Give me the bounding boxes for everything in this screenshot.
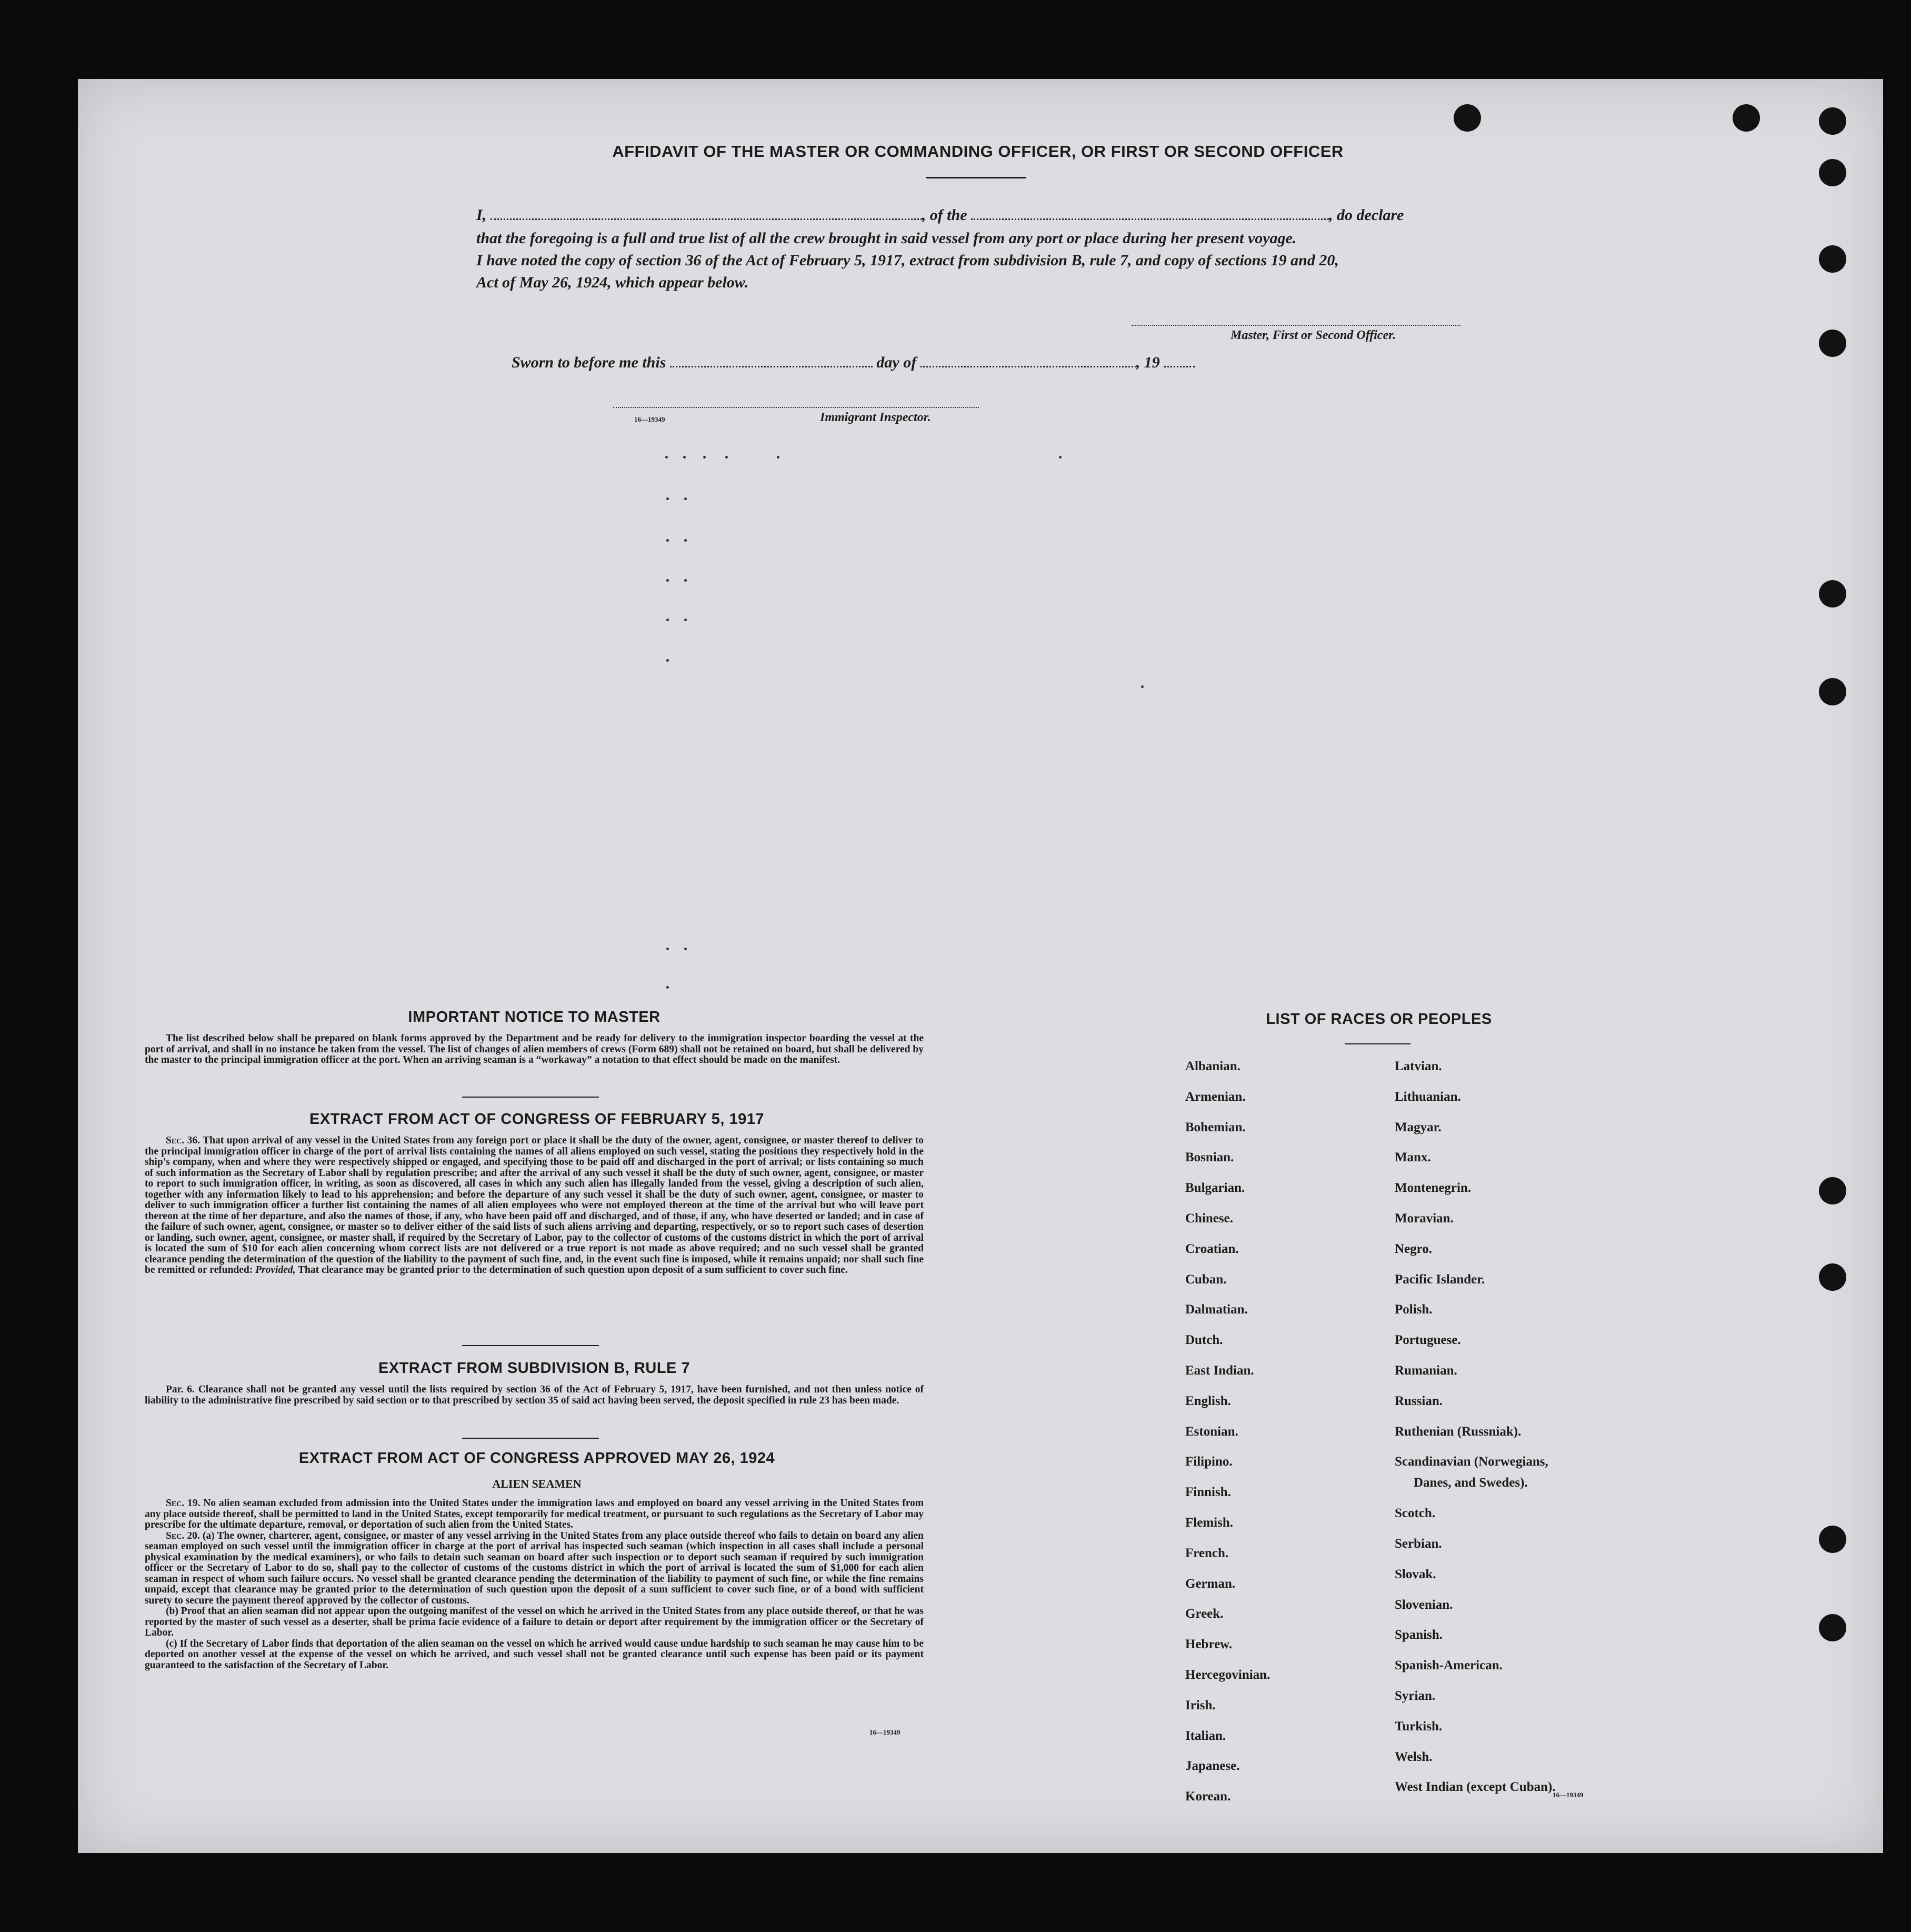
do-declare-label: , do declare <box>1329 206 1404 224</box>
race-item: East Indian. <box>1185 1363 1254 1378</box>
extract-1924-text: Sec. 19. No alien seaman excluded from admission into the United States under the immigration laws and employed on board any vessel arriving in the United States from any place outside thereof, shall be permitted to land in the United States, except temporarily for medical treatment, or pursuant to such regulations as the Secretary of Labor may prescribe for the ultimate departure, removal, or deportation of such alien from the United States. Sec. 20. (a) The owner, charterer, agent, consignee, or master of any vessel arriving in the United States from any place outside thereof who fails to detain on board any alien seaman employed on such vessel until the immigration officer in charge at the port of arrival has inspected such seaman (which inspection in all cases shall include a personal physical examination by the medical examiners), or who fails to detain such seaman on board after such inspection or to deport such seaman if required by such immigration officer or the Secretary of Labor to do so, shall pay to the collector of customs of the customs district in which the port of arrival is located the sum of $1,000 for each alien seaman in respect of whom such failure occurs. No vessel shall be granted clearance pending the determination of the liability to payment of such fine, or while the fine remains unpaid, except that clearance may be granted prior to the determination of such question upon the deposit of a sum sufficient to cover such fine, or of a bond with sufficient surety to secure the payment thereof approved by the collector of customs. (b) Proof that an alien seaman did not appear upon the outgoing manifest of the vessel on which he arrived in the United States from any place outside thereof, or that he was reported by the master of such vessel as a deserter, shall be prima facie evidence of a failure to detain or deport after requirement by the immigration officer or the Secretary of Labor. (c) If the Secretary of Labor finds that deportation of the alien seaman on the vessel on which he arrived would cause undue hardship to such seaman he may cause him to be deported on another vessel at the expense of the vessel on which he arrived, and such vessel shall not be granted clearance until such expense has been paid or its payment guaranteed to the satisfaction of the Secretary of Labor. <box>145 1498 924 1671</box>
race-item: Japanese. <box>1185 1759 1240 1774</box>
race-item: Montenegrin. <box>1395 1181 1472 1196</box>
race-item: Bosnian. <box>1185 1150 1234 1165</box>
binder-hole <box>1819 245 1846 273</box>
race-item: Bohemian. <box>1185 1120 1246 1134</box>
race-item: Slovenian. <box>1395 1597 1453 1612</box>
binder-hole <box>1819 1526 1846 1553</box>
race-item: Bulgarian. <box>1185 1181 1245 1196</box>
binder-hole <box>1819 159 1846 186</box>
race-item: Welsh. <box>1395 1749 1433 1764</box>
binder-hole <box>1819 580 1846 608</box>
extract-1924-heading: EXTRACT FROM ACT OF CONGRESS APPROVED MAY 26, 1924 <box>298 1450 775 1467</box>
race-item: Albanian. <box>1185 1059 1240 1073</box>
races-heading: LIST OF RACES OR PEOPLES <box>1266 1011 1492 1028</box>
race-item: Greek. <box>1185 1607 1224 1621</box>
declaration-line-2: that the foregoing is a full and true list of all the crew brought in said vessel from any port or place during her present voyage. <box>476 230 1297 247</box>
declarant-prefix: I, <box>476 206 487 224</box>
race-item: Hebrew. <box>1185 1637 1233 1652</box>
race-item: Armenian. <box>1185 1089 1246 1104</box>
race-item: Moravian. <box>1395 1211 1454 1226</box>
divider <box>462 1438 599 1439</box>
race-item: Ruthenian (Russniak). <box>1395 1424 1522 1439</box>
race-item: Flemish. <box>1185 1515 1233 1530</box>
race-item: Serbian. <box>1395 1536 1442 1551</box>
vessel-name-field[interactable] <box>971 216 1329 220</box>
inspector-signature-line[interactable] <box>613 407 979 409</box>
race-item: German. <box>1185 1576 1236 1591</box>
binder-hole <box>1819 678 1846 705</box>
race-item: Slovak. <box>1395 1567 1436 1581</box>
extract-rule7-text: Par. 6. Clearance shall not be granted any vessel until the lists required by section 36 of the Act of February 5, 1917, have been furnished, and not then unless notice of liability to the administrative fine prescribed by said section or to that prescribed by section 35 of said act having been served, the deposit specified in rule 23 has been made. <box>145 1384 924 1406</box>
of-the-label: , of the <box>922 206 967 224</box>
sworn-label: Sworn to before me this <box>512 354 666 371</box>
race-item: Latvian. <box>1395 1059 1442 1073</box>
extract-rule7-heading: EXTRACT FROM SUBDIVISION B, RULE 7 <box>378 1360 691 1377</box>
race-item: Negro. <box>1395 1241 1433 1256</box>
race-item: Chinese. <box>1185 1211 1233 1226</box>
race-item: Polish. <box>1395 1302 1433 1317</box>
divider <box>462 1345 599 1346</box>
race-item: Magyar. <box>1395 1120 1442 1134</box>
race-item: Pacific Islander. <box>1395 1272 1485 1287</box>
declaration-line-3: I have noted the copy of section 36 of the Act of February 5, 1917, extract from subdivision B, rule 7, and copy of sections 19 and 20, <box>476 252 1339 269</box>
race-item: Korean. <box>1185 1789 1231 1804</box>
races-column-1 <box>1185 1059 1270 1820</box>
race-item: Spanish. <box>1395 1628 1443 1642</box>
binder-hole <box>1819 107 1846 135</box>
race-item: Filipino. <box>1185 1455 1233 1469</box>
declaration-line-1 <box>476 204 1482 226</box>
race-item: Danes, and Swedes). <box>1414 1476 1528 1490</box>
race-item: Turkish. <box>1395 1719 1443 1734</box>
race-item: Syrian. <box>1395 1688 1436 1703</box>
notice-text: The list described below shall be prepared on blank forms approved by the Department and be ready for delivery to the immigration inspector boarding the vessel at the port of arrival, and shall in no instance be taken from the vessel. The list of changes of alien members of crews (Form 689) shall not be retained on board, but shall be delivered by the master to the principal immigration officer at the port. When an arriving seaman is a “workaway” a notation to that effect should be made on the manifest. <box>145 1033 924 1065</box>
race-item: Rumanian. <box>1395 1363 1457 1378</box>
divider <box>462 1097 599 1098</box>
form-number-bottom: 16—19349 <box>869 1728 901 1736</box>
binder-hole <box>1454 104 1481 132</box>
title-underline <box>926 177 1026 178</box>
race-item: Croatian. <box>1185 1241 1239 1256</box>
binder-hole <box>1819 1177 1846 1204</box>
races-form-number: 16—19349 <box>1553 1791 1584 1799</box>
binder-hole <box>1819 1263 1846 1291</box>
extract-1917-text: Sec. 36. That upon arrival of any vessel in the United States from any foreign port or place it shall be the duty of the owner, agent, consignee, or master thereof to deliver to the principal immigration officer in charge of the port of arrival lists containing the names of all aliens employed on such vessel, stating the positions they respectively hold in the ship's company, when and where they were respectively shipped or engaged, and specifying those to be paid off and discharged in the port of arrival; or lists containing so much of such information as the Secretary of Labor shall by regulation prescribe; and after the arrival of any such vessel it shall be the duty of such owner, agent, consignee, or master to report to such immigration officer, in writing, as soon as discovered, all cases in which any such alien has illegally landed from the vessel, giving a description of such alien, together with any information likely to lead to his apprehension; and before the departure of any such vessel it shall be the duty of such owner, agent, consignee, or master to deliver to such immigration officer a further list containing the names of all alien employees who were not employed thereon at the time of the arrival but who will leave port thereon at the time of her departure, and also the names of those, if any, who have been paid off and discharged, and of those, if any, who have deserted or landed; and in case of the failure of such owner, agent, consignee, or master so to deliver either of the said lists of such aliens arriving and departing, respectively, or so to report such cases of desertion or landing, such owner, agent, consignee, or master shall, if required by the Secretary of Labor, pay to the collector of customs of the customs district in which the port of arrival is located the sum of $10 for each alien concerning whom correct lists are not delivered or a true report is not made as above required; and no such vessel shall be granted clearance pending the determination of the question of the liability to the payment of such fine, and, in the event such fine is imposed, while it remains unpaid; nor shall such fine be remitted or refunded: Provided, That clearance may be granted prior to the determination of such question upon deposit of a sum sufficient to cover such fine. <box>145 1135 924 1276</box>
affidavit-title: AFFIDAVIT OF THE MASTER OR COMMANDING OFFICER, OR FIRST OR SECOND OFFICER <box>612 142 1344 161</box>
inspector-label: Immigrant Inspector. <box>820 411 931 424</box>
race-item: English. <box>1185 1393 1231 1408</box>
binder-hole <box>1819 330 1846 357</box>
race-item: Italian. <box>1185 1728 1226 1743</box>
binder-hole <box>1819 1614 1846 1641</box>
race-item: Lithuanian. <box>1395 1089 1461 1104</box>
master-signature-label: Master, First or Second Officer. <box>1230 328 1396 342</box>
races-column-2 <box>1395 1059 1556 1810</box>
alien-seamen-subheading: ALIEN SEAMEN <box>492 1477 582 1490</box>
binder-hole <box>1733 104 1760 132</box>
race-item: Dutch. <box>1185 1333 1223 1348</box>
race-item: Cuban. <box>1185 1272 1227 1287</box>
race-item: Finnish. <box>1185 1485 1231 1500</box>
form-number: 16—19349 <box>634 415 665 423</box>
notice-heading: IMPORTANT NOTICE TO MASTER <box>408 1009 661 1025</box>
race-item: Dalmatian. <box>1185 1302 1248 1317</box>
sworn-day-field[interactable] <box>670 364 873 367</box>
year-prefix: , 19 <box>1136 354 1160 371</box>
race-item: Scandinavian (Norwegians, <box>1395 1455 1548 1469</box>
declarant-name-field[interactable] <box>491 216 922 220</box>
race-item: Irish. <box>1185 1698 1216 1712</box>
races-heading-underline <box>1345 1043 1410 1044</box>
race-item: Spanish-American. <box>1395 1658 1503 1673</box>
race-item: West Indian (except Cuban). <box>1395 1780 1556 1795</box>
race-item: Portuguese. <box>1395 1333 1461 1348</box>
sworn-month-field[interactable] <box>921 364 1136 367</box>
race-item: French. <box>1185 1546 1229 1560</box>
extract-1917-heading: EXTRACT FROM ACT OF CONGRESS OF FEBRUARY 5, 1917 <box>309 1111 765 1128</box>
day-of-label: day of <box>876 354 917 371</box>
race-item: Manx. <box>1395 1150 1431 1165</box>
declaration-line-4: Act of May 26, 1924, which appear below. <box>476 274 749 291</box>
race-item: Hercegovinian. <box>1185 1667 1270 1682</box>
sworn-line <box>512 354 1195 372</box>
sworn-year-field[interactable] <box>1164 364 1195 367</box>
race-item: Scotch. <box>1395 1506 1436 1521</box>
race-item: Russian. <box>1395 1393 1443 1408</box>
master-signature-line[interactable] <box>1132 325 1460 327</box>
race-item: Estonian. <box>1185 1424 1238 1439</box>
